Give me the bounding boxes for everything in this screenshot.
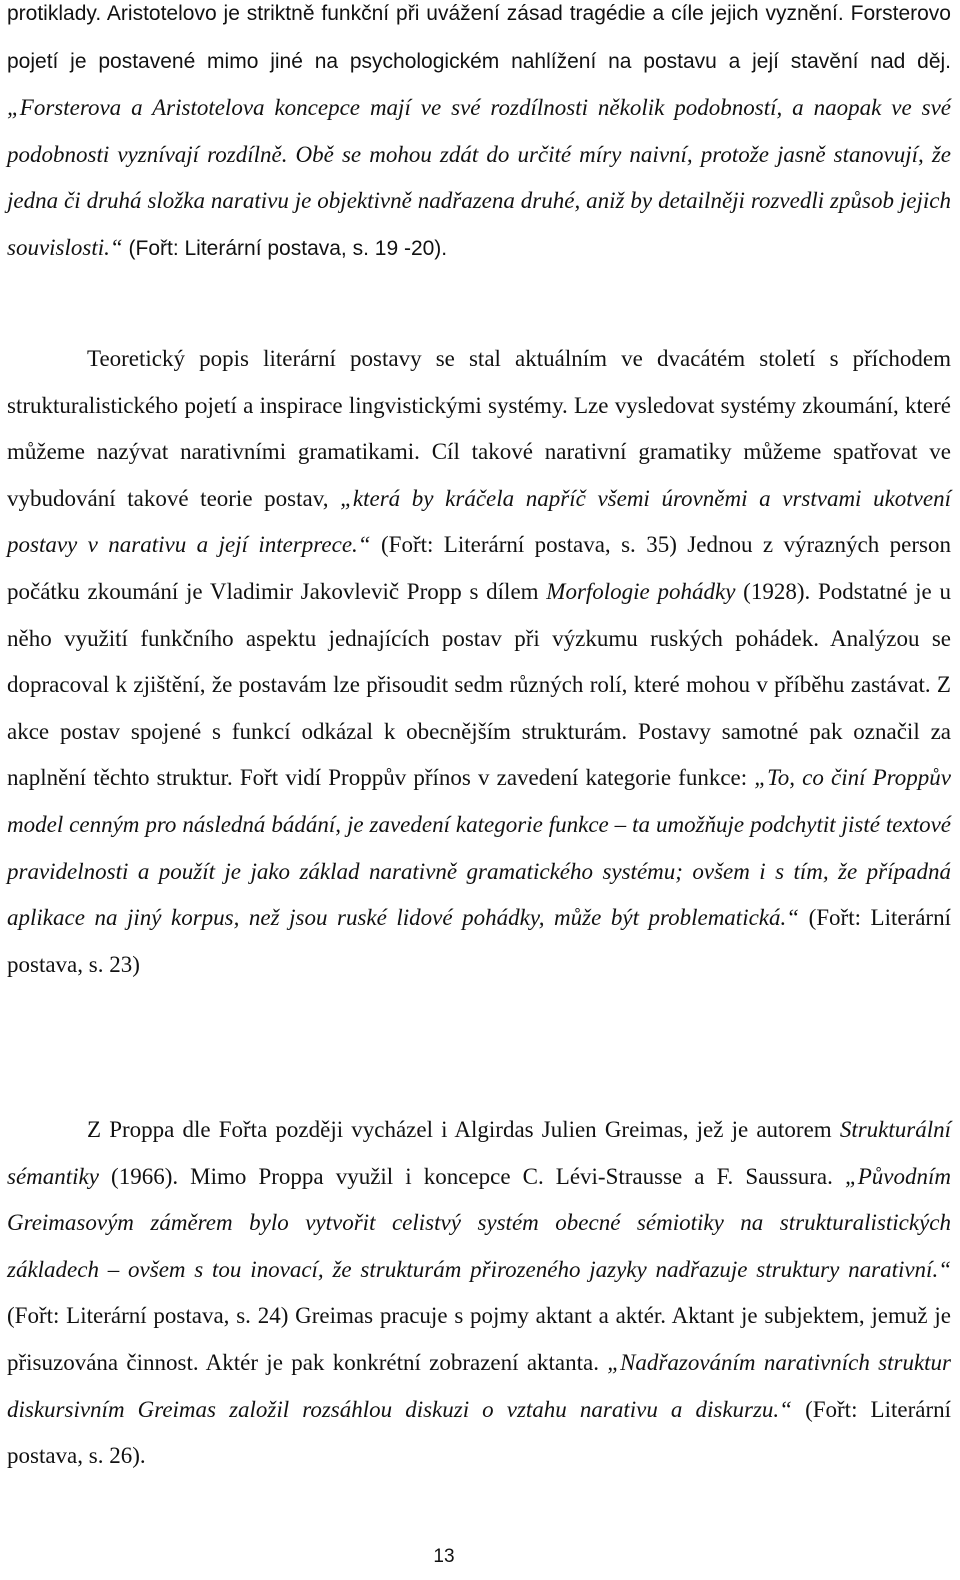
paragraph-text: Z Proppa dle Fořta později vycházel i Algirdas Julien Greimas, jež je autorem bbox=[87, 1117, 840, 1142]
citation: (Fořt: Literární postava, s. 19 -20). bbox=[122, 236, 448, 260]
document-page bbox=[7, 0, 951, 1580]
paragraph-greimas bbox=[7, 1107, 951, 1480]
quotation: „Původním Greimasovým záměrem bylo vytvořit celistvý systém obecné sémiotiky na strukturalistických základech – ovšem s tou inovací, že strukturám přirozeného jazyky nadřazuje struktury narativní.“ bbox=[7, 1163, 951, 1282]
paragraph-text: (1928). Podstatné je u něho využití funkčního aspektu jednajících postav při výzkumu ruských pohádek. Analýzou se dopracoval k zjištění, že postavám lze přisoudit sedm různých rolí, které mohou v příběhu zastávat. Z akce postav spojené s funkcí odkázal k obecnějším strukturám. Postavy samotné pak označil za naplnění těchto struktur. Fořt vidí Proppův přínos v zavedení kategorie funkce: bbox=[7, 578, 952, 791]
paragraph-narrative-grammars bbox=[7, 336, 951, 988]
work-title: Strukturální sémantiky bbox=[7, 1117, 951, 1189]
paragraph-text: (Fořt: Literární postava, s. 35) Jednou z výrazných person počátku zkoumání je Vladimir Jakovlevič Propp s dílem bbox=[7, 532, 951, 604]
paragraph-text: (Fořt: Literární postava, s. 24) Greimas pracuje s pojmy aktant a aktér. Aktant je subjektem, jemuž je přisuzována činnost. Aktér je pak konkrétní zobrazení aktanta. bbox=[7, 1303, 951, 1375]
quotation: „Nadřazováním narativních struktur diskursivním Greimas založil rozsáhlou diskuzi o vztahu narativu a diskurzu.“ bbox=[7, 1349, 951, 1422]
quotation: „která by kráčela napříč všemi úrovněmi a vrstvami ukotvení postavy v narativu a její interprece.“ bbox=[7, 485, 951, 558]
work-title: Morfologie pohádky bbox=[546, 578, 736, 604]
quotation: „To, co činí Proppův model cenným pro následná bádání, je zavedení kategorie funkce – ta umožňuje podchytit jisté textové pravidelnosti a použít je jako základ narativně gramatického systému; ovšem i s tím, že případná aplikace na jiný korpus, než jsou ruské lidové pohádky, může být problematická.“ bbox=[7, 765, 951, 931]
citation: (Fořt: Literární postava, s. 23) bbox=[7, 905, 951, 977]
paragraph-text: Teoretický popis literární postavy se stal aktuálním ve dvacátém století s příchodem strukturalistického pojetí a inspirace lingvistickými systémy. Lze vysledovat systémy zkoumání, které můžeme nazývat narativními gramatikami. Cíl takové narativní gramatiky můžeme spatřovat ve vybudování takové teorie postav, bbox=[7, 346, 951, 511]
paragraph-forster-aristotle bbox=[7, 0, 951, 273]
citation: (Fořt: Literární postava, s. 26). bbox=[7, 1396, 951, 1469]
quotation: „Forsterova a Aristotelova koncepce mají ve své rozdílnosti několik podobností, a naopak ve své podobnosti vyznívají rozdílně. Obě se mohou zdát do určité míry naivní, protože jasně stanovují, že jedna či druhá složka narativu je objektivně nadřazena druhé, aniž by detailněji rozvedli způsob jejich souvislosti.“ bbox=[7, 95, 951, 260]
paragraph-text: protiklady. Aristotelovo je striktně funkční při uvážení zásad tragédie a cíle jejich vyznění. Forsterovo pojetí je postavené mimo jiné na psychologickém nahlížení na postavu a její stavění nad děj. bbox=[7, 2, 951, 73]
paragraph-text: (1966). Mimo Proppa využil i koncepce C. Lévi-Strausse a F. Saussura. bbox=[98, 1163, 845, 1189]
page-number: 13 bbox=[433, 1546, 455, 1567]
